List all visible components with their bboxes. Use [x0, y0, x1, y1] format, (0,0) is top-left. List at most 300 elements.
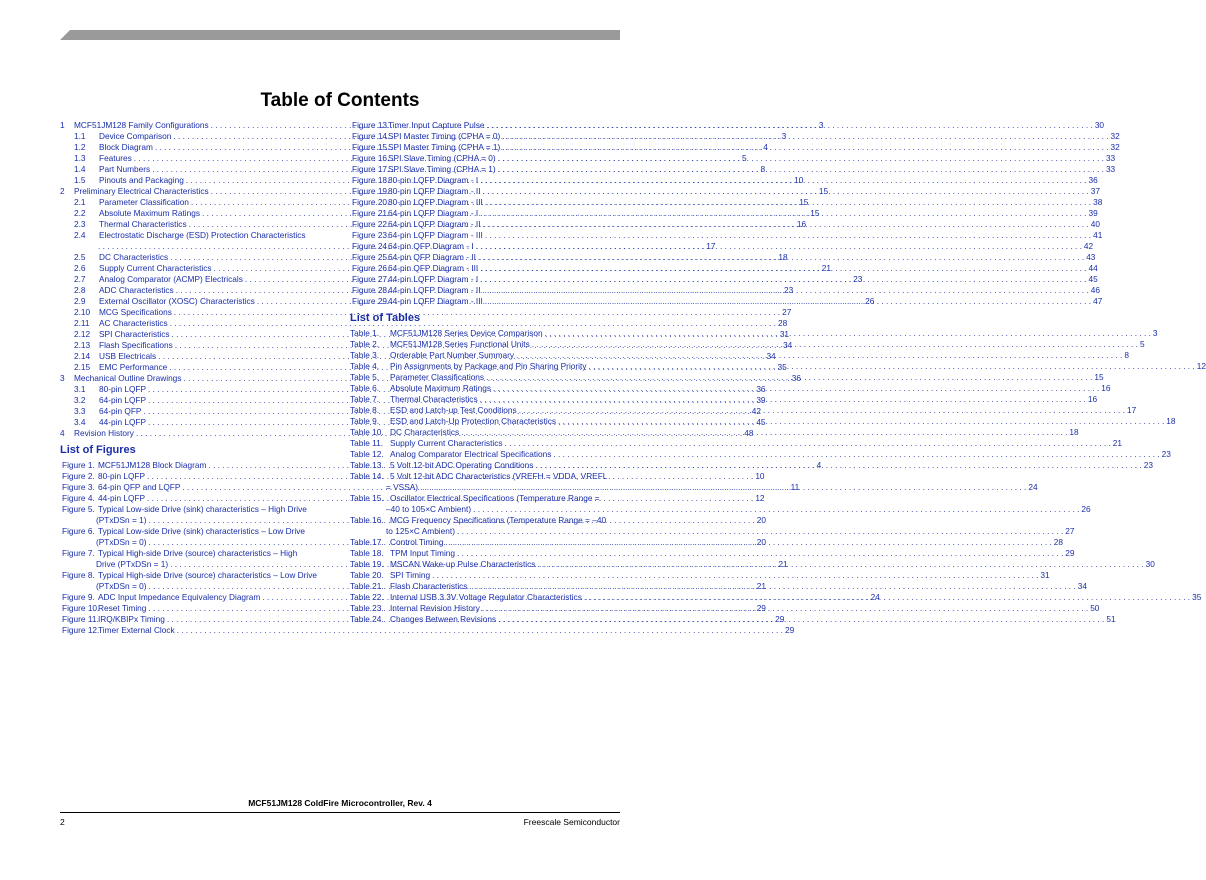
fig-entry-page: 33: [1105, 153, 1116, 163]
dot-leader: [498, 164, 1104, 175]
fig-entry-label: 64-pin QFP Diagram - II: [388, 252, 476, 262]
tab-entry-label: = VSSA): [386, 482, 419, 492]
dot-leader: [553, 449, 1159, 460]
tab-entry-number: Table 7.: [350, 394, 380, 404]
tab-entry-number: Table 12.: [350, 449, 384, 459]
fig-entry-label: IRQ/KBIPx Timing: [98, 614, 165, 624]
fig-entry-page: 32: [1110, 142, 1120, 152]
fig-entry-label: Drive (PTxDSn = 1): [96, 559, 169, 569]
dot-leader: [420, 482, 1026, 493]
toc-entry-page: 5: [742, 153, 747, 163]
dot-leader: [480, 263, 1086, 274]
dot-leader: [177, 625, 783, 636]
fig-entry-label: 80-pin LQFP Diagram - I: [388, 175, 479, 185]
fig-entry-label: 44-pin LQFP Diagram - I: [388, 274, 479, 284]
toc-entry-number: 2.1: [74, 197, 86, 207]
fig-entry-page: 32: [1110, 131, 1120, 141]
tab-entry-label: TPM Input Timing: [390, 548, 456, 558]
tab-entry-label: Control Timing: [390, 537, 444, 547]
tab-entry-label: Parameter Classifications: [390, 372, 485, 382]
fig-entry-label: 80-pin LQFP Diagram - II: [388, 186, 481, 196]
dot-leader: [473, 504, 1079, 515]
toc-entry-label: 64-pin LQFP: [99, 395, 147, 405]
tab-entry-label: Supply Current Characteristics: [390, 438, 503, 448]
page-title: Table of Contents: [260, 90, 420, 111]
tab-entry-label: MCF51JM128 Series Functional Units: [390, 339, 530, 349]
toc-entry-number: 2.9: [74, 296, 86, 306]
dot-leader: [478, 252, 1084, 263]
toc-entry-label: AC Characteristics: [99, 318, 168, 328]
tab-entry-page: 3: [1152, 328, 1158, 338]
fig-entry-page: 38: [1093, 197, 1103, 207]
fig-entry-page: 29: [775, 614, 785, 624]
toc-entry-page: 42: [751, 406, 761, 416]
tab-entry-page: 21: [1112, 438, 1123, 448]
tab-entry-label: Flash Characteristics: [390, 581, 468, 591]
toc-entry-label: External Oscillator (XOSC) Characteristics: [99, 296, 255, 306]
fig-entry-number: Figure 17.: [352, 164, 390, 174]
tab-entry-page: 18: [1166, 416, 1176, 426]
tab-entry-page: 50: [1090, 603, 1100, 613]
tab-entry-number: Table 2.: [350, 339, 380, 349]
dot-leader: [457, 526, 1063, 537]
toc-entry-label: Features: [99, 153, 132, 163]
tab-entry[interactable]: [350, 504, 1091, 515]
fig-entry-label: 80-pin LQFP: [98, 471, 146, 481]
tab-entry-page: 5: [1139, 339, 1145, 349]
fig-entry-number: Figure 19.: [352, 186, 390, 196]
fig-entry-label: Typical Low-side Drive (sink) characteristics – High Drive: [98, 504, 307, 514]
tab-entry-number: Table 18.: [350, 548, 384, 558]
tab-entry-label: Analog Comparator Electrical Specifications: [390, 449, 552, 459]
fig-entry-label: 64-pin LQFP Diagram - II: [388, 219, 481, 229]
toc-entry-page: 17: [706, 241, 716, 251]
dot-leader: [483, 186, 1089, 197]
fig-entry-page: 46: [1090, 285, 1101, 295]
fig-entry-number: Figure 1.: [62, 460, 95, 470]
toc-entry-number: 2.15: [74, 362, 91, 372]
figures-heading: List of Figures: [60, 444, 136, 456]
dot-leader: [476, 241, 1082, 252]
toc-entry-label: Electrostatic Discharge (ESD) Protection Characteristics: [99, 230, 306, 240]
fig-entry-page: 30: [1094, 120, 1105, 130]
toc-entry-number: 2.14: [74, 351, 91, 361]
fig-entry-label: 64-pin QFP Diagram - I: [388, 241, 474, 251]
fig-entry-page: 21: [778, 559, 788, 569]
fig-entry-label: Typical Low-side Drive (sink) characteristics – Low Drive: [98, 526, 306, 536]
toc-entry-label: Pinouts and Packaging: [99, 175, 184, 185]
toc-entry-label: Thermal Characteristics: [99, 219, 187, 229]
tab-entry-label: DC Characteristics: [390, 427, 460, 437]
fig-entry-number: Figure 25.: [352, 252, 390, 262]
toc-entry-number: 3.2: [74, 395, 86, 405]
fig-entry-number: Figure 3.: [62, 482, 95, 492]
tab-entry-page: 8: [1124, 350, 1129, 360]
toc-entry-page: 18: [778, 252, 788, 262]
tab-entry-number: Table 19.: [350, 559, 384, 569]
toc-entry-number: 2.12: [74, 329, 91, 339]
fig-entry-number: Figure 10.: [62, 603, 100, 613]
fig-entry[interactable]: [350, 131, 1120, 142]
toc-entry-page: 36: [791, 373, 801, 383]
fig-entry-number: Figure 26.: [352, 263, 390, 273]
tab-entry-page: 27: [1065, 526, 1075, 536]
dot-leader: [483, 219, 1089, 230]
tab-entry-label: Thermal Characteristics: [390, 394, 478, 404]
tab-entry-page: 26: [1081, 504, 1091, 514]
fig-entry-label: SPI Slave Timing (CPHA = 1): [388, 164, 496, 174]
footer-company: Freescale Semiconductor: [523, 817, 620, 827]
toc-entry-page: 8: [760, 164, 766, 174]
fig-entry-label: SPI Master Timing (CPHA = 1): [388, 142, 501, 152]
tab-entry-label: MCG Frequency Specifications (Temperature Range = –40: [390, 515, 607, 525]
tab-entry[interactable]: [350, 548, 1075, 559]
tab-entry-page: 18: [1069, 427, 1079, 437]
tab-entry-label: MSCAN Wake-up Pulse Characteristics: [390, 559, 536, 569]
tab-entry[interactable]: [350, 460, 1153, 471]
toc-entry-number: 1.4: [74, 164, 86, 174]
tab-entry-label: Absolute Maximum Ratings: [390, 383, 491, 393]
tab-entry-number: Table 20.: [350, 570, 384, 580]
toc-entry-number: 2.4: [74, 230, 86, 240]
fig-entry-page: 41: [1093, 230, 1103, 240]
dot-leader: [498, 614, 1104, 625]
fig-entry-label: (PTxDSn = 1): [96, 515, 147, 525]
fig-entry-number: Figure 2.: [62, 471, 95, 481]
fig-entry-label: 64-pin QFP and LQFP: [98, 482, 181, 492]
fig-entry-label: 44-pin LQFP: [98, 493, 146, 503]
toc-entry-page: 23: [853, 274, 863, 284]
fig-entry-number: Figure 24.: [352, 241, 390, 251]
toc-entry-label: MCF51JM128 Family Configurations: [74, 120, 209, 130]
footer-document-title: MCF51JM128 ColdFire Microcontroller, Rev. 4: [248, 798, 432, 808]
toc-entry-label: SPI Characteristics: [99, 329, 170, 339]
toc-entry-number: 2.5: [74, 252, 86, 262]
fig-entry-page: 44: [1088, 263, 1098, 273]
tab-entry-page: 28: [1053, 537, 1063, 547]
fig-entry-page: 11: [790, 482, 800, 492]
toc-entry-label: MCG Specifications: [99, 307, 172, 317]
toc-entry-number: 2.3: [74, 219, 86, 229]
fig-entry-label: 44-pin LQFP Diagram - III: [388, 296, 483, 306]
tab-entry-number: Table 8.: [350, 405, 380, 415]
fig-entry-page: 47: [1093, 296, 1103, 306]
fig-entry-page: 21: [756, 581, 766, 591]
dot-leader: [480, 394, 1086, 405]
fig-entry-page: 37: [1090, 186, 1101, 196]
tab-entry[interactable]: [350, 526, 1075, 537]
fig-entry[interactable]: [350, 164, 1116, 175]
fig-entry[interactable]: [60, 625, 795, 636]
toc-entry-number: 2: [60, 186, 65, 196]
tab-entry-page: 15: [1094, 372, 1104, 382]
tab-entry-label: Internal USB 3.3V Voltage Regulator Characteristics: [390, 592, 582, 602]
dot-leader: [487, 120, 1093, 131]
dot-leader: [480, 208, 1086, 219]
tab-entry-page: 12: [1196, 361, 1206, 371]
tab-entry[interactable]: [350, 515, 620, 526]
toc-entry[interactable]: [60, 230, 330, 241]
tab-entry-label: Pin Assignments by Package and Pin Sharing Priority: [390, 361, 587, 371]
dot-leader: [498, 153, 1104, 164]
toc-entry-page: 39: [756, 395, 766, 405]
tab-entry-label: ESD and Latch-up Test Conditions: [390, 405, 517, 415]
fig-entry-label: SPI Slave Timing (CPHA = 0): [388, 153, 496, 163]
toc-entry-page: 48: [744, 428, 754, 438]
tab-entry[interactable]: [350, 449, 1171, 460]
toc-entry-label: Absolute Maximum Ratings: [99, 208, 200, 218]
tab-entry-number: Table 14.: [350, 471, 384, 481]
tab-entry-number: Table 1.: [350, 328, 380, 338]
toc-entry-number: 2.11: [74, 318, 90, 328]
toc-entry-page: 28: [777, 318, 788, 328]
dot-leader: [532, 339, 1138, 350]
fig-entry-label: Reset Timing: [98, 603, 147, 613]
fig-entry-number: Figure 5.: [62, 504, 95, 514]
fig-entry-label: SPI Master Timing (CPHA = 0): [388, 131, 501, 141]
fig-entry-number: Figure 23.: [352, 230, 390, 240]
dot-leader: [432, 570, 1038, 581]
tab-entry-page: 30: [1145, 559, 1155, 569]
tab-entry-label: Oscillator Electrical Specifications (Temperature Range =: [390, 493, 600, 503]
fig-entry-page: 29: [756, 603, 766, 613]
tab-entry-page: 51: [1106, 614, 1116, 624]
tab-entry-number: Table 21.: [350, 581, 384, 591]
toc-entry-number: 4: [60, 428, 65, 438]
fig-entry-page: 40: [1090, 219, 1101, 229]
tab-entry-label: 5 Volt 12-bit ADC Characteristics (VREFH = VDDA, VREFL: [390, 471, 608, 481]
fig-entry-label: 64-pin LQFP Diagram - III: [388, 230, 483, 240]
toc-entry-number: 2.7: [74, 274, 86, 284]
toc-entry-page: 27: [782, 307, 792, 317]
tab-entry-number: Table 5.: [350, 372, 380, 382]
toc-entry-label: 64-pin QFP: [99, 406, 142, 416]
tab-entry-number: Table 16.: [350, 515, 384, 525]
dot-leader: [482, 603, 1088, 614]
toc-entry-number: 1.5: [74, 175, 86, 185]
toc-entry-label: 44-pin LQFP: [99, 417, 147, 427]
toc-entry-label: USB Electricals: [99, 351, 157, 361]
toc-entry-page: 15: [810, 208, 820, 218]
fig-entry-page: 20: [756, 515, 766, 525]
dot-leader: [584, 592, 1190, 603]
toc-entry-number: 2.10: [74, 307, 91, 317]
tab-entry-label: Internal Revision History: [390, 603, 480, 613]
tab-entry-label: –40 to 105×C Ambient): [386, 504, 472, 514]
tab-entry-number: Table 10.: [350, 427, 384, 437]
header-bar-corner: [60, 30, 70, 40]
fig-entry-page: 36: [1088, 175, 1098, 185]
fig-entry-page: 24: [870, 592, 880, 602]
dot-leader: [502, 142, 1108, 153]
fig-entry-number: Figure 22.: [352, 219, 390, 229]
dot-leader: [537, 559, 1143, 570]
fig-entry[interactable]: [350, 230, 1103, 241]
tab-entry-page: 34: [1077, 581, 1087, 591]
fig-entry-number: Figure 9.: [62, 592, 95, 602]
toc-entry-number: 2.8: [74, 285, 86, 295]
fig-entry[interactable]: [60, 548, 330, 559]
dot-leader: [502, 131, 1108, 142]
toc-entry-page: 35: [777, 362, 787, 372]
fig-entry[interactable]: [60, 570, 330, 581]
dot-leader: [480, 274, 1086, 285]
toc-entry-number: 1: [60, 120, 65, 130]
tables-heading: List of Tables: [350, 312, 421, 324]
tab-entry-page: 17: [1126, 405, 1137, 415]
toc-entry-number: 1.1: [74, 131, 86, 141]
toc-entry-label: Flash Specifications: [99, 340, 173, 350]
fig-entry-page: 29: [784, 625, 795, 635]
fig-entry-label: (PTxDSn = 0): [96, 537, 147, 547]
toc-entry-page: 36: [756, 384, 766, 394]
tab-entry-label: Orderable Part Number Summary: [390, 350, 515, 360]
toc-entry-label: Mechanical Outline Drawings: [74, 373, 182, 383]
dot-leader: [485, 197, 1091, 208]
toc-entry-page: 16: [796, 219, 807, 229]
fig-entry[interactable]: [60, 504, 330, 515]
fig-entry-label: (PTxDSn = 0): [96, 581, 147, 591]
fig-entry-number: Figure 6.: [62, 526, 95, 536]
fig-entry-label: 80-pin LQFP Diagram - III: [388, 197, 483, 207]
dot-leader: [469, 581, 1075, 592]
toc-entry-number: 2.6: [74, 263, 86, 273]
fig-entry-label: 64-pin QFP Diagram - III: [388, 263, 479, 273]
fig-entry-number: Figure 8.: [62, 570, 95, 580]
fig-entry-number: Figure 18.: [352, 175, 390, 185]
tab-entry[interactable]: [350, 471, 620, 482]
toc-entry-label: Analog Comparator (ACMP) Electricals: [99, 274, 243, 284]
toc-entry-label: Part Numbers: [99, 164, 151, 174]
tab-entry-label: SPI Timing: [390, 570, 431, 580]
tab-entry[interactable]: [350, 438, 1123, 449]
dot-leader: [457, 548, 1063, 559]
toc-entry-page: 31: [779, 329, 790, 339]
toc-entry-page: 3: [781, 131, 787, 141]
tab-entry-number: Table 6.: [350, 383, 380, 393]
toc-entry-page: 34: [783, 340, 793, 350]
fig-entry-number: Figure 4.: [62, 493, 95, 503]
tab-entry-number: Table 3.: [350, 350, 380, 360]
toc-entry-number: 1.3: [74, 153, 86, 163]
footer-divider: [60, 812, 620, 813]
fig-entry[interactable]: [350, 120, 1105, 131]
fig-entry-number: Figure 14.: [352, 131, 390, 141]
tab-entry-number: Table 13.: [350, 460, 384, 470]
tab-entry-page: 16: [1101, 383, 1111, 393]
toc-entry-number: 1.2: [74, 142, 86, 152]
toc-entry-number: 3: [60, 373, 65, 383]
tab-entry[interactable]: [350, 570, 1050, 581]
dot-leader: [446, 537, 1052, 548]
toc-entry-number: 2.2: [74, 208, 86, 218]
fig-entry-page: 45: [1088, 274, 1098, 284]
toc-entry-page: 23: [783, 285, 794, 295]
tab-entry-page: 16: [1087, 394, 1098, 404]
tab-entry-number: Table 11.: [350, 438, 384, 448]
toc-entry-label: EMC Performance: [99, 362, 168, 372]
tab-entry[interactable]: [350, 581, 1087, 592]
header-bar: [60, 30, 620, 40]
toc-entry-label: Preliminary Electrical Characteristics: [74, 186, 209, 196]
toc-entry-label: Supply Current Characteristics: [99, 263, 212, 273]
fig-entry-label: MCF51JM128 Block Diagram: [98, 460, 207, 470]
toc-entry-page: 4: [763, 142, 768, 152]
dot-leader: [558, 416, 1164, 427]
tab-entry-page: 31: [1040, 570, 1050, 580]
fig-entry[interactable]: [350, 153, 1116, 164]
dot-leader: [545, 328, 1151, 339]
toc-entry-label: Revision History: [74, 428, 134, 438]
dot-leader: [516, 350, 1122, 361]
tab-entry-page: 35: [1192, 592, 1202, 602]
dot-leader: [505, 438, 1111, 449]
fig-entry-label: Timer External Clock: [98, 625, 175, 635]
fig-entry-number: Figure 12.: [62, 625, 100, 635]
fig-entry-number: Figure 13.: [352, 120, 390, 130]
fig-entry-page: 20: [756, 537, 766, 547]
fig-entry-number: Figure 28.: [352, 285, 390, 295]
toc-entry-label: DC Characteristics: [99, 252, 169, 262]
tab-entry-number: Table 24.: [350, 614, 384, 624]
dot-leader: [485, 230, 1091, 241]
fig-entry-page: 4: [816, 460, 822, 470]
toc-entry-label: 80-pin LQFP: [99, 384, 147, 394]
toc-entry-page: 3: [818, 120, 824, 130]
tab-entry-number: Table 4.: [350, 361, 380, 371]
dot-leader: [535, 460, 1141, 471]
fig-entry-label: ADC Input Impedance Equivalency Diagram: [98, 592, 261, 602]
fig-entry[interactable]: [350, 142, 1120, 153]
tab-entry-label: 5 Volt 12-bit ADC Operating Conditions: [390, 460, 534, 470]
fig-entry-number: Figure 21.: [352, 208, 390, 218]
toc-entry-label: Parameter Classification: [99, 197, 189, 207]
dot-leader: [588, 361, 1194, 372]
tab-entry-number: Table 15.: [350, 493, 384, 503]
fig-entry-number: Figure 27.: [352, 274, 390, 284]
tab-entry-number: Table 22.: [350, 592, 384, 602]
toc-entry-page: 34: [766, 351, 776, 361]
fig-entry-page: 33: [1105, 164, 1116, 174]
tab-entry-page: 23: [1161, 449, 1171, 459]
toc-entry-page: 15: [818, 186, 829, 196]
toc-entry-number: 3.3: [74, 406, 86, 416]
fig-entry-number: Figure 7.: [62, 548, 95, 558]
fig-entry-page: 39: [1088, 208, 1098, 218]
fig-entry-number: Figure 29.: [352, 296, 390, 306]
toc-entry-label: Device Comparison: [99, 131, 172, 141]
tab-entry-label: Changes Between Revisions: [390, 614, 497, 624]
dot-leader: [483, 285, 1089, 296]
tab-entry-page: 23: [1143, 460, 1153, 470]
fig-entry-number: Figure 16.: [352, 153, 390, 163]
fig-entry[interactable]: [60, 526, 330, 537]
toc-entry-number: 3.1: [74, 384, 86, 394]
dot-leader: [480, 175, 1086, 186]
tab-entry[interactable]: [350, 493, 620, 504]
tab-entry-page: 24: [1028, 482, 1038, 492]
fig-entry-number: Figure 11.: [62, 614, 99, 624]
toc-entry-page: 21: [821, 263, 832, 273]
fig-entry-page: 12: [755, 493, 765, 503]
toc-entry-label: ADC Characteristics: [99, 285, 174, 295]
fig-entry-label: Typical High-side Drive (source) characteristics – High: [98, 548, 298, 558]
toc-entry-page: 45: [756, 417, 766, 427]
toc-entry-label: Block Diagram: [99, 142, 153, 152]
dot-leader: [461, 427, 1067, 438]
tab-entry-label: ESD and Latch-Up Protection Characteristics: [390, 416, 557, 426]
fig-entry-label: 64-pin LQFP Diagram - I: [388, 208, 479, 218]
